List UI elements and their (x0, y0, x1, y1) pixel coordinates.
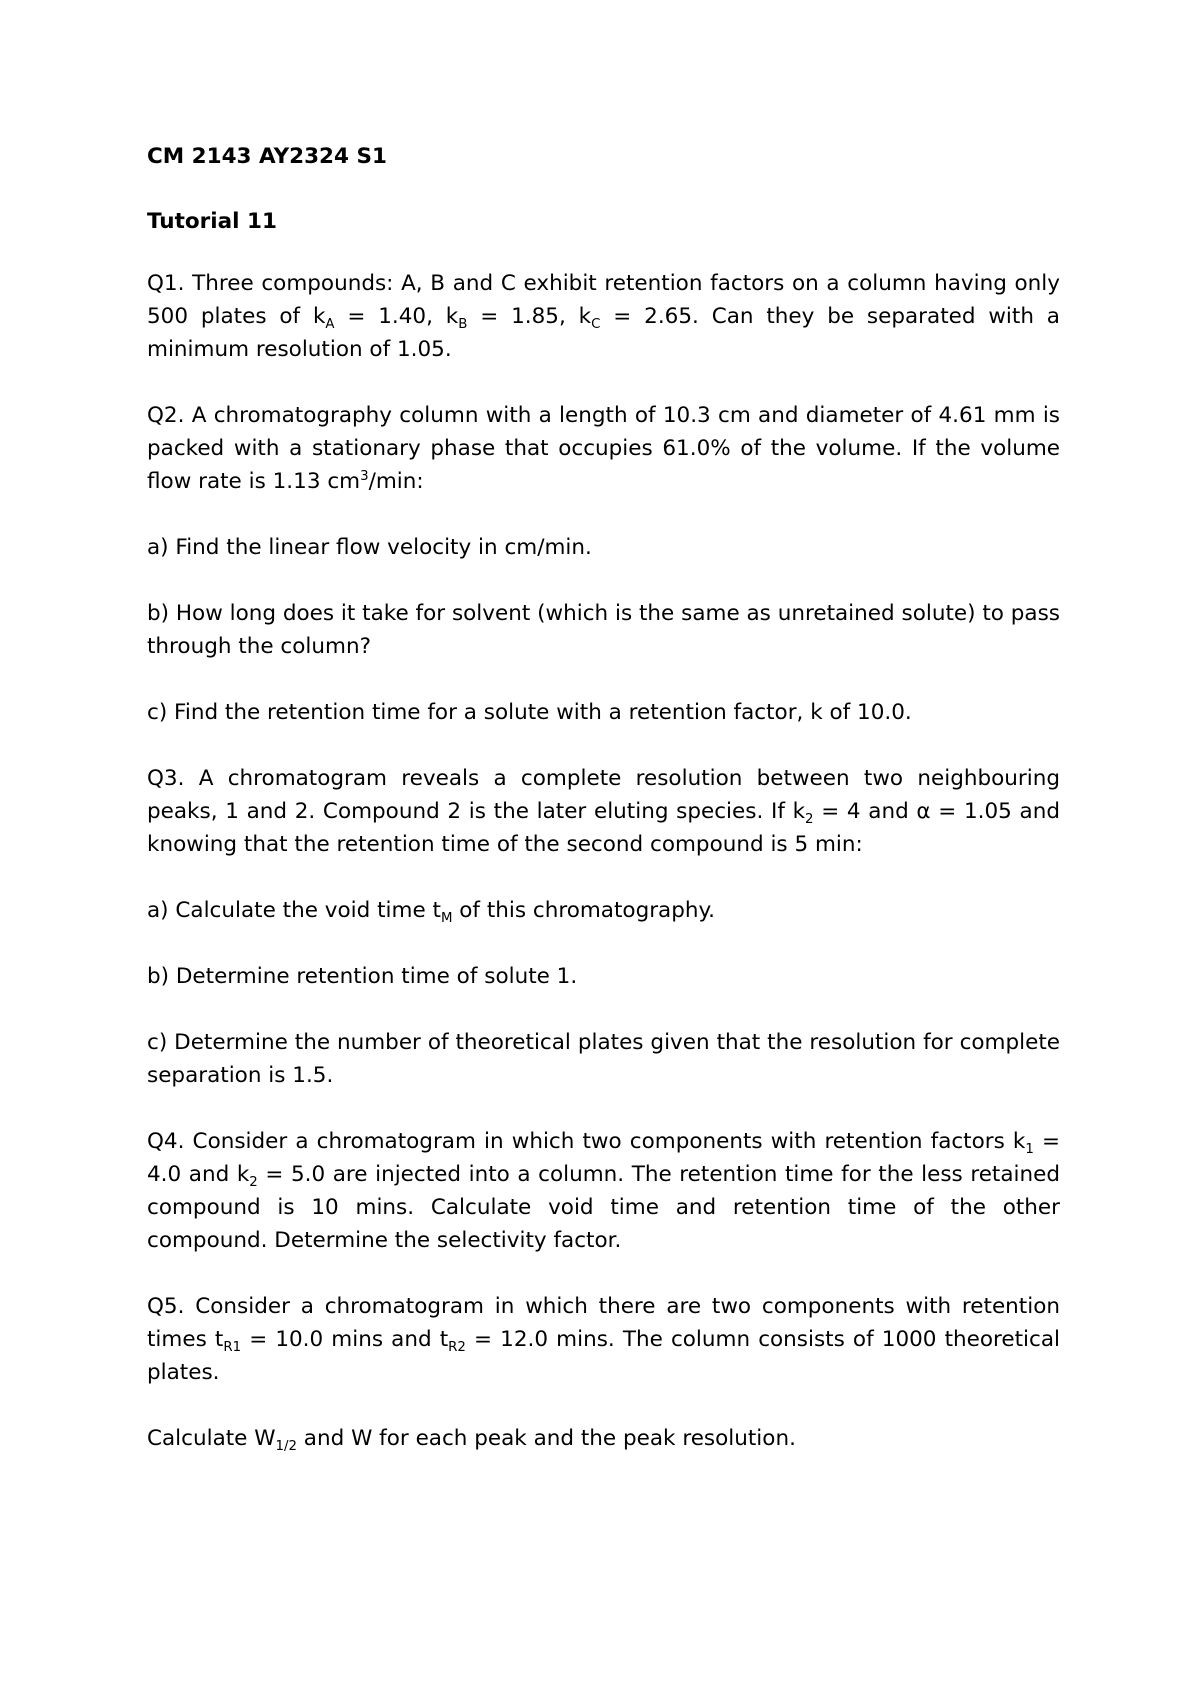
question-5-calculate (147, 1422, 1060, 1455)
question-2-text-a: A chromatography column with a length of 10.3 cm and diameter of 4.61 mm is packed with a stationary phase that occupies 61.0% of the volume. If the volume flow rate is 1.13 cm (147, 403, 1060, 494)
question-2-part-a: a) Find the linear flow velocity in cm/min. (147, 535, 592, 560)
question-1 (147, 267, 1060, 366)
question-4-sub-a: 1 (1025, 1141, 1034, 1157)
question-3-part-c: c) Determine the number of theoretical plates given that the resolution for complete separation is 1.5. (147, 1030, 1060, 1088)
document-content (147, 140, 1060, 1488)
question-3-part-a-sub: M (440, 910, 453, 926)
question-5-calc-sub: 1/2 (275, 1438, 297, 1454)
question-4-text-b: = 4.0 and k (147, 1129, 1060, 1187)
question-1-sub-a: A (325, 316, 335, 332)
question-1-sub-c: C (591, 316, 601, 332)
question-4-text-a: Consider a chromatogram in which two components with retention factors k (184, 1129, 1026, 1154)
question-2-part-c: c) Find the retention time for a solute with a retention factor, k of 10.0. (147, 700, 912, 725)
question-1-sub-b: B (458, 316, 468, 332)
question-3-part-a-text-2: of this chromatography. (452, 898, 715, 923)
tutorial-title: Tutorial 11 (147, 209, 277, 234)
question-2 (147, 399, 1060, 498)
question-5-calc-text-1: Calculate W (147, 1426, 276, 1451)
question-4-label: Q4. (147, 1129, 185, 1154)
question-3-part-a-text-1: a) Calculate the void time t (147, 898, 441, 923)
question-3 (147, 762, 1060, 861)
question-3-text-b: = 4 and α = 1.05 and knowing that the retention time of the second compound is 5 min: (147, 799, 1060, 857)
question-5-text-a: Consider a chromatogram in which there are two components with retention times t (147, 1294, 1060, 1352)
question-5 (147, 1290, 1060, 1389)
question-3-part-b: b) Determine retention time of solute 1. (147, 964, 578, 989)
question-4-text-c: = 5.0 are injected into a column. The retention time for the less retained compound is 10 mins. Calculate void time and retention time of the other compound. Determine the selectivity factor. (147, 1162, 1061, 1253)
course-title: CM 2143 AY2324 S1 (147, 144, 387, 169)
question-1-text-d: = 2.65. Can they be separated with a minimum resolution of 1.05. (147, 304, 1060, 362)
question-2-text-b: /min: (368, 469, 424, 494)
question-1-text-c: = 1.85, k (467, 304, 592, 329)
question-5-sub-a: R1 (223, 1339, 242, 1355)
question-1-label: Q1. (147, 271, 185, 296)
question-4-sub-b: 2 (249, 1174, 258, 1190)
question-1-text-a: Three compounds: A, B and C exhibit retention factors on a column having only 500 plates of k (147, 271, 1060, 329)
question-2-sup: 3 (360, 469, 369, 485)
question-5-text-b: = 10.0 mins and t (241, 1327, 449, 1352)
question-5-calc-text-2: and W for each peak and the peak resolution. (296, 1426, 796, 1451)
question-2-part-b: b) How long does it take for solvent (which is the same as unretained solute) to pass through the column? (147, 601, 1060, 659)
question-5-text-c: = 12.0 mins. The column consists of 1000 theoretical plates. (147, 1327, 1061, 1385)
question-3-text-a: A chromatogram reveals a complete resolution between two neighbouring peaks, 1 and 2. Compound 2 is the later eluting species. If k (147, 766, 1060, 824)
question-5-label: Q5. (147, 1294, 185, 1319)
question-3-label: Q3. (147, 766, 185, 791)
question-3-part-a (147, 894, 1060, 927)
question-2-label: Q2. (147, 403, 185, 428)
question-4 (147, 1125, 1060, 1257)
question-5-sub-b: R2 (448, 1339, 466, 1355)
question-1-text-b: = 1.40, k (334, 304, 459, 329)
question-3-sub-a: 2 (805, 811, 814, 827)
